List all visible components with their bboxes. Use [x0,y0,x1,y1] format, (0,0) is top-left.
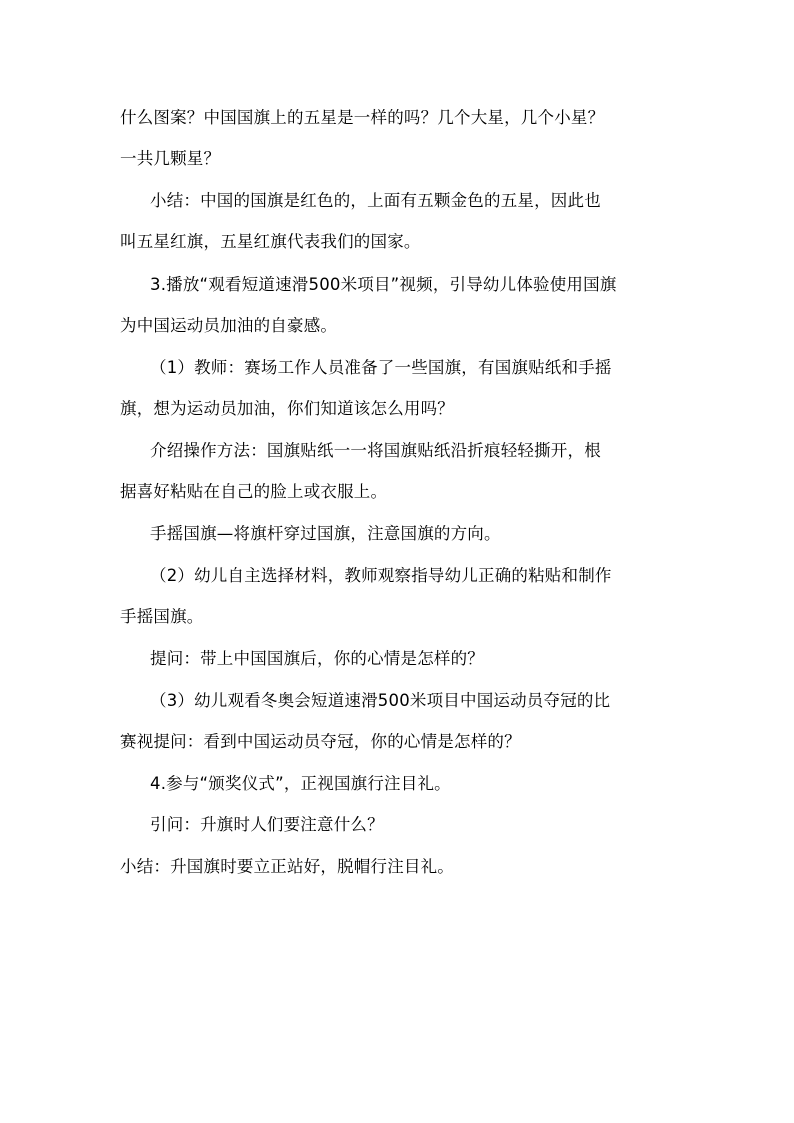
text-line: 手摇国旗。 [120,607,204,626]
text-line: 提问：带上中国国旗后，你的心情是怎样的？ [150,649,484,668]
text-line: 一共几颗星？ [120,149,221,168]
text-line: 据喜好粘贴在自己的脸上或衣服上。 [120,482,388,501]
text-line: 旗，想为运动员加油，你们知道该怎么用吗？ [120,399,454,418]
text-line: 手摇国旗—将旗杆穿过国旗，注意国旗的方向。 [150,524,501,543]
text-line: 赛视提问：看到中国运动员夺冠，你的心情是怎样的？ [120,732,521,751]
text-line: 4.参与“颁奖仪式”，正视国旗行注目礼。 [150,774,451,793]
text-line: 小结：中国的国旗是红色的，上面有五颗金色的五星，因此也 [150,191,601,210]
text-line: （1）教师：赛场工作人员准备了一些国旗，有国旗贴纸和手摇 [150,358,612,377]
text-line: 引问：升旗时人们要注意什么？ [150,815,384,834]
text-line: （3）幼儿观看冬奥会短道速滑500米项目中国运动员夺冠的比 [150,691,611,710]
text-line: （2）幼儿自主选择材料，教师观察指导幼儿正确的粘贴和制作 [150,566,612,585]
text-line: 什么图案？中国国旗上的五星是一样的吗？几个大星，几个小星？ [120,108,605,127]
text-line: 为中国运动员加油的自豪感。 [120,316,338,335]
text-line: 介绍操作方法：国旗贴纸一一将国旗贴纸沿折痕轻轻撕开，根 [150,441,601,460]
text-line: 小结：升国旗时要立正站好，脱帽行注目礼。 [120,857,454,876]
text-line: 叫五星红旗，五星红旗代表我们的国家。 [120,232,421,251]
text-line: 3.播放“观看短道速滑500米项目”视频，引导幼儿体验使用国旗 [150,275,617,294]
